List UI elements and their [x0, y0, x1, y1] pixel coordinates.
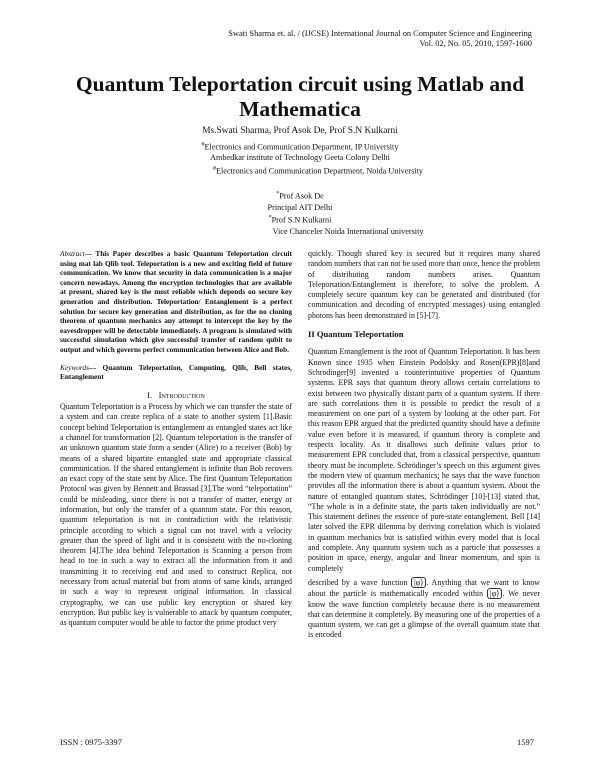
- author-names: Ms.Swati Sharma, Prof Asok De, Prof S.N Kulkarni: [202, 126, 398, 136]
- footer-page-number: 1597: [517, 737, 534, 747]
- author-block: [100, 125, 500, 237]
- wave-function-symbol: |φ⟩: [487, 588, 502, 599]
- section-1-title: Introduction: [158, 389, 205, 400]
- section-2-text-c: . We never know the wave function completely because there is no measurement that can determine it completely. By measuring one of the properties of a quantum system, we can get a glimpse of the overall quantum state that is encoded: [308, 589, 540, 640]
- section-2-heading: II Quantum Teleportation: [308, 329, 404, 340]
- section-1-heading: [60, 390, 292, 400]
- header-volume: Vol. 02, No. 05, 2010, 1597-1600: [419, 39, 532, 48]
- header-journal: Swati Sharma et. al. / (IJCSE) International Journal on Computer Science and Engineering: [228, 29, 532, 38]
- author-de-role: Principal AIT Delhi: [267, 202, 333, 212]
- section-2-text-b: . Anything that we want to know about the particle is mathematically encoded within: [308, 577, 540, 599]
- affiliation-marker: *: [276, 191, 280, 198]
- title-line-2: Mathematica: [239, 97, 361, 121]
- abstract-label: Abstract: [60, 249, 85, 258]
- author-kulkarni-role: Vice Chanceler Noida International university: [272, 226, 424, 236]
- section-2-body: Quantum Entanglement is the root of Quantum Teleportation. It has been Known since 1935 when Einstein Podolsky and Rosen(EPR)[8]and Schrodinger[9] invented a counterintuitive properties of Quantum systems. EPR says that quantum theory allows certain correlations to exist between two physically distant parts of a quantum system. If there are such correlations then it is possible to predict the result of a measurement on one part of a system by looking at the other part. For this reason EPR argued that the predicted quantity should have a definite value even before it is measured, if quantum theory is complete and respects locality. As it disallows such definite values prior to measurement EPR concluded that, from a classical perspective, quantum theory must be incomplete. Schrödinger’s speech on this argument gives the modern view of quantum mechanics; he says that the wave function provides all the information there is about a quantum system. About the nature of entangled quantum states, Schrödinger [10]-[13] stated that, “The whole is in a definite state, the parts taken individually are not.” This statement defines the essence of pure-state entanglement. Bell [14] later solved the EPR dilemma by deriving correlation which is violated in quantum mechanics but is satisfied within every model that is local and complete. Any quantum system such as a particle that possesses a position in space, energy, angular and linear momentum, and spin is completely: [308, 347, 540, 573]
- footer-issn: ISSN : 0975-3397: [60, 737, 122, 747]
- keywords-text: — Quantum Teleportation, Computing, Qlib, Bell states, Entanglement: [60, 362, 292, 382]
- title-line-1: Quantum Teleportation circuit using Matlab and: [75, 72, 525, 96]
- paper-title: [40, 72, 560, 122]
- running-header: [228, 29, 532, 49]
- section-2-body-continued: [308, 577, 540, 641]
- section-1-continued: quickly. Though shared key is secured but it requires many shared random numbers that can not be used more than once, hence the problem of distributing random numbers arises. Quantum Teleportation/Entanglement is therefore, to solve the problem. A completely secure quantum key can be generated and distributed (for communication and decoding of encrypted messages) using entangled photons has been demonstrated in [5]-[7].: [308, 249, 540, 320]
- author-de-name: Prof Asok De: [279, 191, 324, 201]
- keywords: [60, 363, 292, 382]
- abstract: [60, 249, 292, 355]
- author-kulkarni-name: Prof S.N Kulkarni: [271, 215, 332, 225]
- affiliation-1-line-2: Ambedkar institute of Technology Geeta Colony Delhi: [210, 153, 390, 163]
- section-1-body: Quantum Teleportation is a Process by which we can transfer the state of a system and can create replica of a state to another system [1].Basic concept behind Teleportation is entanglement as entangled states act like a channel for transformation [2]. Quantum teleportation is the transfer of an unknown quantum state form a sender (Alice) to a receiver (Bob) by means of a shared bipartite entangled state and appropriate classical communication. If the shared entanglement is infinite than Bob recovers an exact copy of the state sent by Alice. The first Quantum Teleportation Protocol was given by Bennett and Brassad [3].The word “teleportation” could be misleading, since there is not a transfer of matter, energy or information, but only the transfer of a quantum state. For this reason, quantum teleportation is not in contradiction with the relativistic principle according to which a signal can not travel with a velocity greater than the speed of light and it is consistent with the no-cloning theorem [4].The idea behind Teleportation is Scanning a person from head to toe in such a way to extract all the information from it and transmitting it to receiving end and used to construct Replica, not necessary from actual material but from atoms of same kinds, arranged in such a way to represent original information. In classical cryptography, we can use public key encryption or shared key encryption. But public key is vulnerable to attack by quantum computer, as quantum computer would be able to factor the prime product very: [60, 402, 292, 628]
- affiliation-marker: #: [201, 142, 205, 148]
- left-column: [60, 249, 292, 629]
- wave-function-symbol: |φ⟩: [411, 577, 426, 588]
- right-column: [308, 249, 540, 641]
- affiliation-2: Electronics and Communication Department, Noida University: [216, 166, 423, 176]
- keywords-label: Keywords: [60, 362, 89, 372]
- affiliation-marker: *: [268, 215, 272, 222]
- affiliation-marker: #: [213, 165, 217, 172]
- section-1-number: I.: [147, 389, 153, 400]
- abstract-text: — This Paper describes a basic Quantum Teleportation circuit using mat lab Qlib tool. Teleportation is a new and exciting field of future communication. We know that security in data communication is a major concern nowadays. Among the encryption technologies that are available at present, shared key is the most reliable which depends on secure key generation and distribution. Teleportation/ Entanglement is a perfect solution for secure key generation and distribution, as for the no cloning theorem of quantum mechanics any attempt to intercept the key by the eavesdropper will be detectable immediately. A program is simulated with successful simulation which give successful transfer of random qubit to output and which governs perfect communication between Alice and Bob.: [60, 249, 292, 354]
- section-2-text-a: described by a wave function: [308, 577, 408, 587]
- affiliation-1-line-1: Electronics and Communication Department, IP University: [204, 142, 399, 152]
